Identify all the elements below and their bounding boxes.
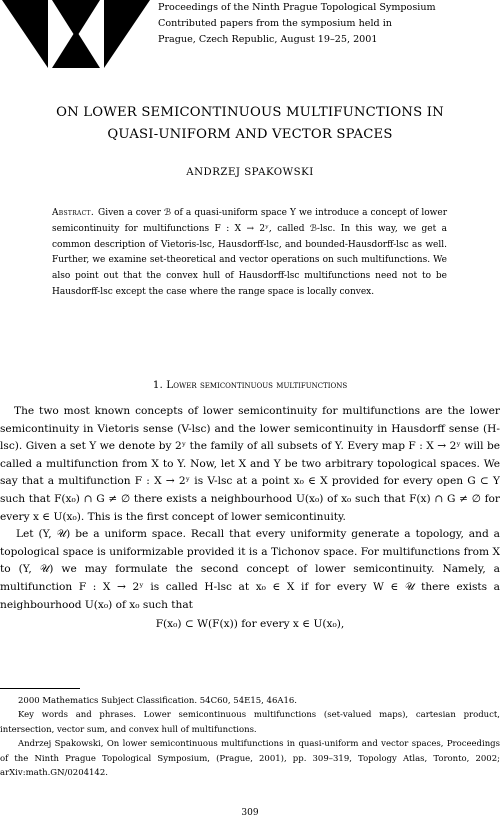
footnote-msc: 2000 Mathematics Subject Classification. 54C60, 54E15, 46A16. — [18, 696, 298, 706]
paper-title — [0, 102, 500, 146]
paragraph: Let (Y, 𝒰) be a uniform space. Recall that every uniformity generate a topology, and a topological space is uniformizable provided it is a Tichonov space. For multifunctions from X to (Y, 𝒰) we may formulate the second concept of lower semicontinuity. Namely, a multifunction F : X → 2ʸ is called H-lsc at x₀ ∈ X if for every W ∈ 𝒰 there exists a neighbourhood U(x₀) of x₀ such that — [0, 528, 500, 611]
proceedings-line: Prague, Czech Republic, August 19–25, 2001 — [158, 34, 378, 45]
page-number: 309 — [241, 808, 259, 818]
section-title: Lower semicontinuous multifunctions — [166, 379, 348, 391]
symposium-logo — [0, 0, 150, 70]
section-heading — [0, 379, 500, 391]
logo-triangle-left — [2, 0, 48, 68]
abstract-text: Given a cover ℬ of a quasi-uniform space Y we introduce a concept of lower semicontinuity for multifunctions F : X → 2ʸ, called ℬ-lsc. In this way, we get a common description of Vietoris-lsc, Hausdorff-lsc, and bounded-Hausdorff-lsc as well. Further, we examine set-theoretical and vector operations on such multifunctions. We also point out that the convex hull of Hausdorff-lsc multifunctions need not to be Hausdorff-lsc except the case where the range space is locally convex. — [52, 208, 447, 297]
footnote-citation: Andrzej Spakowski, On lower semicontinuous multifunctions in quasi-uniform and vector spaces, Proceedings of the Ninth Prague Topological Symposium, (Prague, 2001), pp. 309–319, Topology Atlas, Toronto, 2002; arXiv:math.GN/0204142. — [0, 739, 500, 779]
footnote-rule — [0, 688, 80, 689]
footnotes — [0, 694, 500, 780]
display-formula: F(x₀) ⊂ W(F(x)) for every x ∈ U(x₀), — [155, 618, 345, 631]
body-text — [0, 403, 500, 634]
title-line: QUASI-UNIFORM AND VECTOR SPACES — [107, 127, 393, 142]
abstract — [52, 206, 447, 301]
author-name: ANDRZEJ SPAKOWSKI — [186, 167, 314, 178]
section-number: 1. — [152, 379, 163, 391]
footnote-keywords: Key words and phrases. Lower semicontinuous multifunctions (set-valued maps), cartesian product, intersection, vector sum, and convex hull of multifunctions. — [0, 710, 500, 735]
proceedings-line: Contributed papers from the symposium held in — [158, 18, 392, 29]
title-line: ON LOWER SEMICONTINUOUS MULTIFUNCTIONS IN — [56, 105, 444, 120]
proceedings-header — [158, 0, 436, 48]
logo-triangle-right — [104, 0, 150, 68]
abstract-label: Abstract. — [52, 208, 95, 218]
paragraph: The two most known concepts of lower semicontinuity for multifunctions are the lower semicontinuity in Vietoris sense (V-lsc) and the lower semicontinuity in Hausdorff sense (H-lsc). Given a set Y we denote by 2ʸ the family of all subsets of Y. Every map F : X → 2ʸ will be called a multifunction from X to Y. Now, let X and Y be two arbitrary topological spaces. We say that a multifunction F : X → 2ʸ is V-lsc at a point x₀ ∈ X provided for every open G ⊂ Y such that F(x₀) ∩ G ≠ ∅ there exists a neighbourhood U(x₀) of x₀ such that F(x) ∩ G ≠ ∅ for every x ∈ U(x₀). This is the first concept of lower semicontinuity. — [0, 405, 500, 523]
logo-triangle-bottom — [52, 30, 100, 68]
proceedings-line: Proceedings of the Ninth Prague Topological Symposium — [158, 2, 436, 13]
